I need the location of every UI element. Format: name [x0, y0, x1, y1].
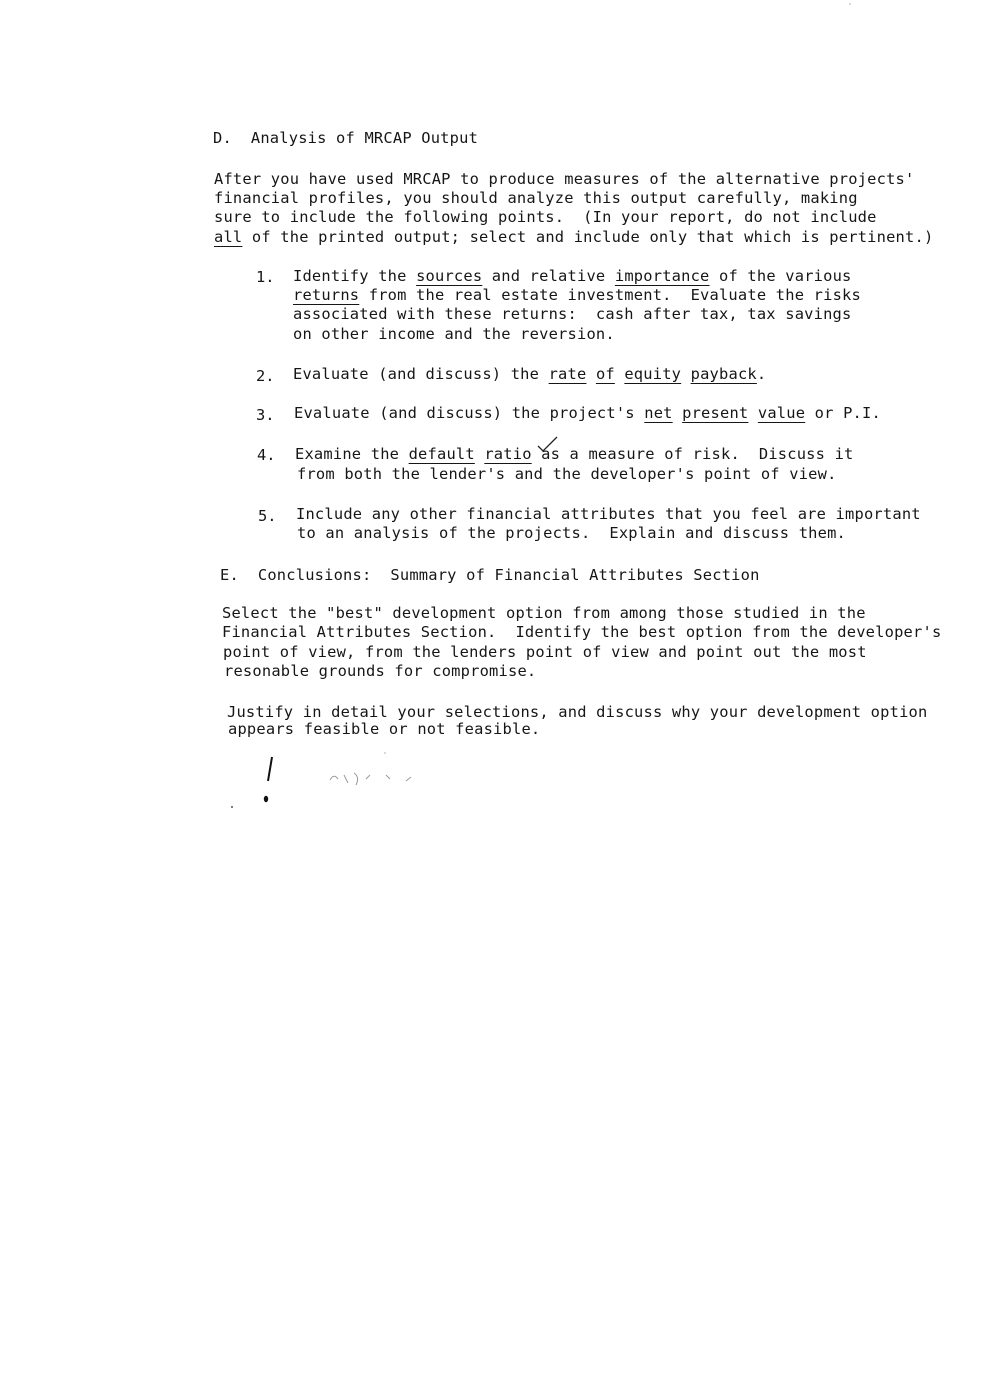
item-5-number: 5.: [258, 507, 277, 525]
scan-specks: [220, 745, 440, 825]
item-2-number: 2.: [256, 367, 275, 385]
section-d-heading: D. Analysis of MRCAP Output: [213, 129, 479, 147]
item-1-line-3: associated with these returns: cash after tax, tax savings: [293, 305, 852, 323]
emphasis-all: all: [214, 228, 243, 246]
item-4-line-2: from both the lender's and the developer's point of view.: [297, 465, 837, 483]
section-e-para1-line-2: Financial Attributes Section. Identify the best option from the developer's: [222, 623, 942, 641]
section-e-para1-line-1: Select the "best" development option from among those studied in the: [222, 604, 866, 622]
item-2-line: Evaluate (and discuss) the rate of equity payback.: [293, 365, 767, 383]
item-3-line: Evaluate (and discuss) the project's net present value or P.I.: [294, 404, 881, 422]
section-d-para-line-4: all of the printed output; select and include only that which is pertinent.): [214, 228, 934, 246]
section-d-para-line-2: financial profiles, you should analyze this output carefully, making: [214, 189, 858, 207]
handwritten-check-mark: [536, 434, 560, 454]
item-1-number: 1.: [256, 268, 275, 286]
item-3-number: 3.: [256, 406, 275, 424]
item-5-line-2: to an analysis of the projects. Explain and discuss them.: [297, 524, 847, 542]
section-e-para1-line-3: point of view, from the lenders point of view and point out the most: [223, 643, 867, 661]
emphasis-sources: sources: [416, 267, 483, 285]
item-4-line-1: Examine the default ratio as a measure of risk. Discuss it: [295, 445, 854, 463]
section-e-para2-line-1: Justify in detail your selections, and discuss why your development option: [227, 703, 928, 721]
section-e-heading: E. Conclusions: Summary of Financial Attributes Section: [220, 566, 760, 584]
section-e-para2-line-2: appears feasible or not feasible.: [228, 720, 541, 738]
item-4-number: 4.: [257, 446, 276, 464]
item-1-line-1: Identify the sources and relative importance of the various: [293, 267, 852, 285]
item-1-line-2: returns from the real estate investment. Evaluate the risks: [293, 286, 861, 304]
item-1-line-4: on other income and the reversion.: [293, 325, 615, 343]
section-d-para-line-1: After you have used MRCAP to produce measures of the alternative projects': [214, 170, 915, 188]
section-d-para-line-3: sure to include the following points. (In your report, do not include: [214, 208, 877, 226]
corner-speck: [846, 0, 854, 8]
item-5-line-1: Include any other financial attributes that you feel are important: [296, 505, 921, 523]
emphasis-importance: importance: [614, 267, 710, 285]
emphasis-returns: returns: [293, 286, 360, 304]
section-e-para1-line-4: resonable grounds for compromise.: [224, 662, 537, 680]
